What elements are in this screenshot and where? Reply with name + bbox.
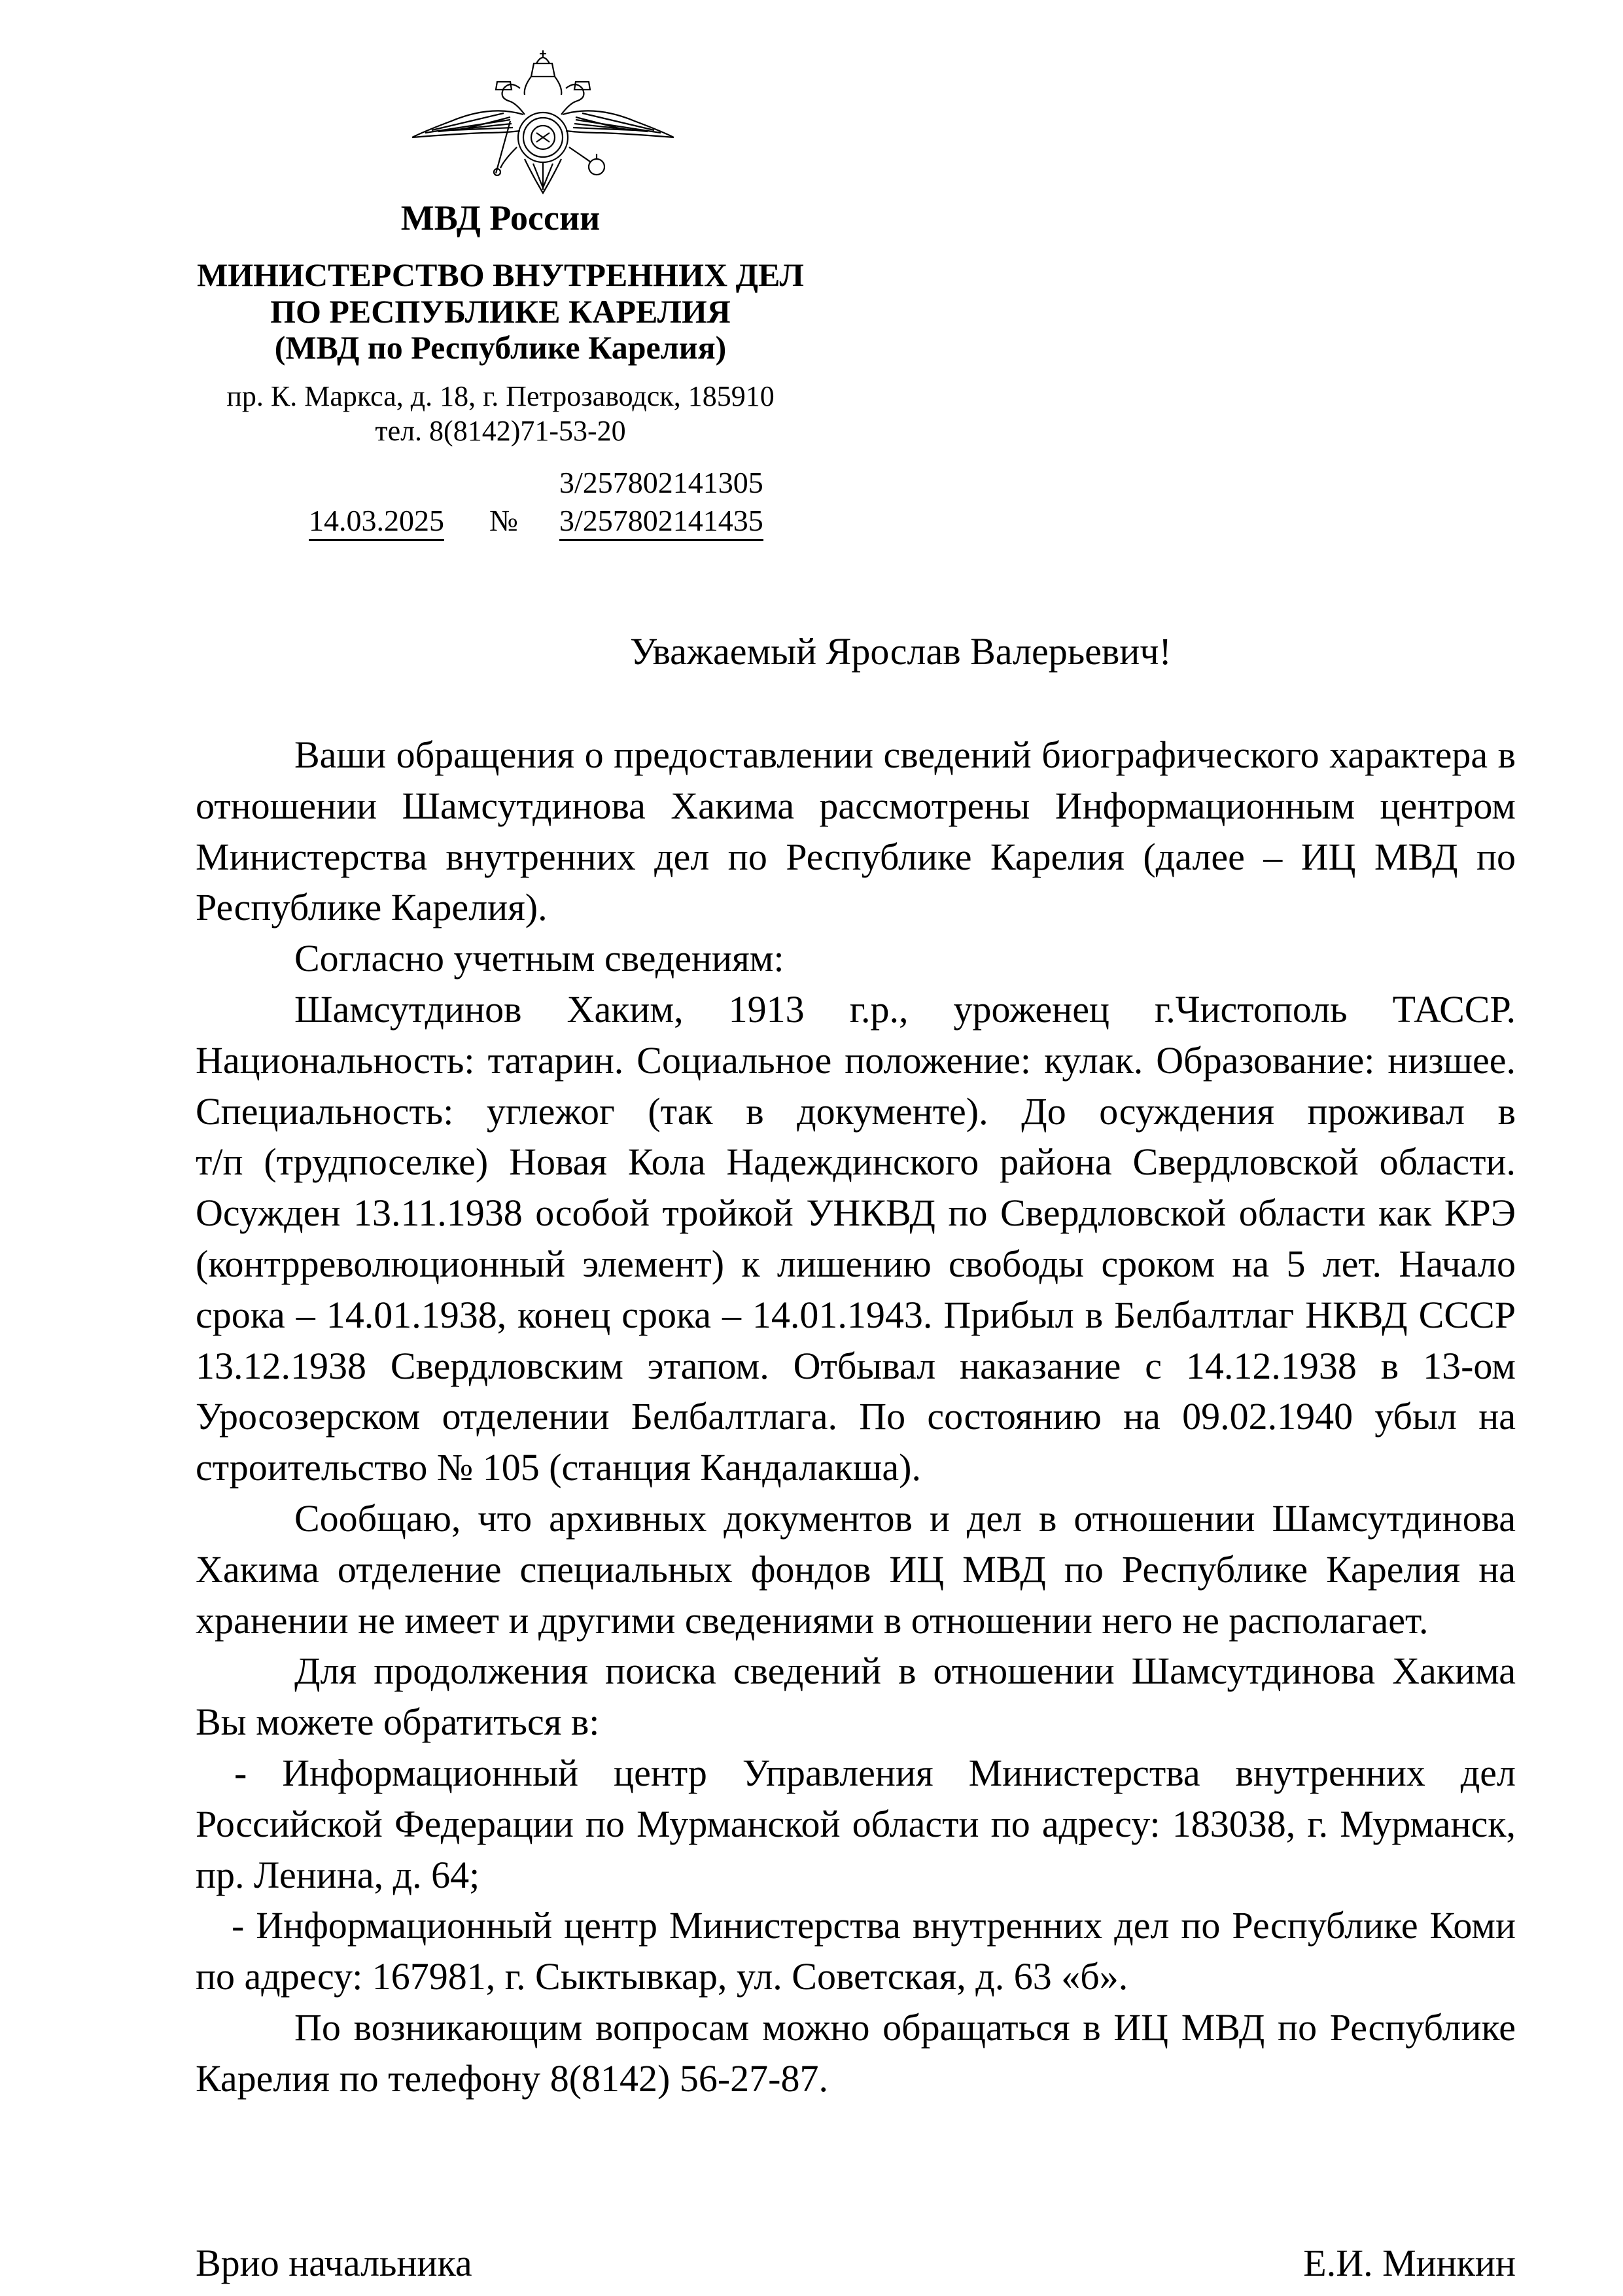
org-phone: тел. 8(8142)71-53-20	[375, 415, 626, 447]
body-text-line: Министерства внутренних дел по Республике Карелия (далее – ИЦ МВД по	[196, 835, 1516, 878]
body-text-line: Сообщаю, что архивных документов и дел в отношении Шамсутдинова	[294, 1497, 1516, 1540]
body-text-line: Республике Карелия).	[196, 886, 548, 929]
body-text-line: Ваши обращения о предоставлении сведений биографического характера в	[294, 733, 1516, 776]
body-text-line: Согласно учетным сведениям:	[294, 937, 784, 980]
body-text-line: отношении Шамсутдинова Хакима рассмотрены Информационным центром	[196, 784, 1516, 827]
body-text-line: Для продолжения поиска сведений в отношении Шамсутдинова Хакима	[294, 1650, 1516, 1693]
body-text-line: строительство № 105 (станция Кандалакша).	[196, 1446, 921, 1489]
org-abbreviation: (МВД по Республике Карелия)	[274, 329, 727, 366]
body-text-line: Вы можете обратиться в:	[196, 1701, 600, 1744]
body-text-line: - Информационный центр Управления Министерства внутренних дел	[234, 1752, 1516, 1794]
body-text-line: Карелия по телефону 8(8142) 56-27-87.	[196, 2057, 828, 2100]
body-text-line: по адресу: 167981, г. Сыктывкар, ул. Советская, д. 63 «б».	[196, 1955, 1128, 1998]
number-sign: №	[489, 504, 518, 537]
org-full-name-line1: МИНИСТЕРСТВО ВНУТРЕННИХ ДЕЛ	[197, 256, 804, 293]
body-text-line: (контрреволюционный элемент) к лишению свободы сроком на 5 лет. Начало	[196, 1243, 1516, 1285]
org-address: пр. К. Маркса, д. 18, г. Петрозаводск, 185910	[226, 380, 775, 412]
body-text-line: По возникающим вопросам можно обращаться в ИЦ МВД по Республике	[294, 2006, 1516, 2049]
reference-number-1: 3/257802141305	[559, 466, 763, 499]
body-text-line: Национальность: татарин. Социальное положение: кулак. Образование: низшее.	[196, 1038, 1516, 1082]
letter-date: 14.03.2025	[309, 504, 444, 541]
body-text-line: Хакима отделение специальных фондов ИЦ МВД по Республике Карелия на	[196, 1547, 1516, 1591]
body-text-line: пр. Ленина, д. 64;	[196, 1853, 480, 1896]
body-text-line: срока – 14.01.1938, конец срока – 14.01.1943. Прибыл в Белбалтлаг НКВД СССР	[196, 1293, 1516, 1336]
mvd-eagle-emblem-icon	[412, 49, 674, 196]
body-text-line: Российской Федерации по Мурманской области по адресу: 183038, г. Мурманск,	[196, 1802, 1516, 1845]
org-full-name-line2: ПО РЕСПУБЛИКЕ КАРЕЛИЯ	[270, 293, 731, 330]
body-text-line: т/п (трудпоселке) Новая Кола Надеждинского района Свердловской области.	[196, 1140, 1516, 1184]
body-text-line: Специальность: углежог (так в документе). До осуждения проживал в	[196, 1089, 1516, 1133]
reference-number-2: 3/257802141435	[559, 504, 763, 541]
signatory-name: Е.И. Минкин	[1303, 2242, 1516, 2284]
body-text-line: хранении не имеет и другими сведениями в отношении него не располагает.	[196, 1598, 1429, 1642]
body-text-line: 13.12.1938 Свердловским этапом. Отбывал наказание с 14.12.1938 в 13-ом	[196, 1344, 1516, 1387]
body-text-line: Осужден 13.11.1938 особой тройкой УНКВД по Свердловской области как КРЭ	[196, 1192, 1516, 1235]
signatory-position: Врио начальника	[196, 2242, 472, 2284]
body-text-line: - Информационный центр Министерства внутренних дел по Республике Коми	[232, 1904, 1516, 1947]
org-short-name: МВД России	[400, 198, 601, 238]
salutation: Уважаемый Ярослав Валерьевич!	[630, 630, 1172, 673]
body-text-line: Шамсутдинов Хаким, 1913 г.р., уроженец г.Чистополь ТАССР.	[294, 988, 1516, 1031]
body-text-line: Уросозерском отделении Белбалтлага. По состоянию на 09.02.1940 убыл на	[196, 1395, 1516, 1438]
